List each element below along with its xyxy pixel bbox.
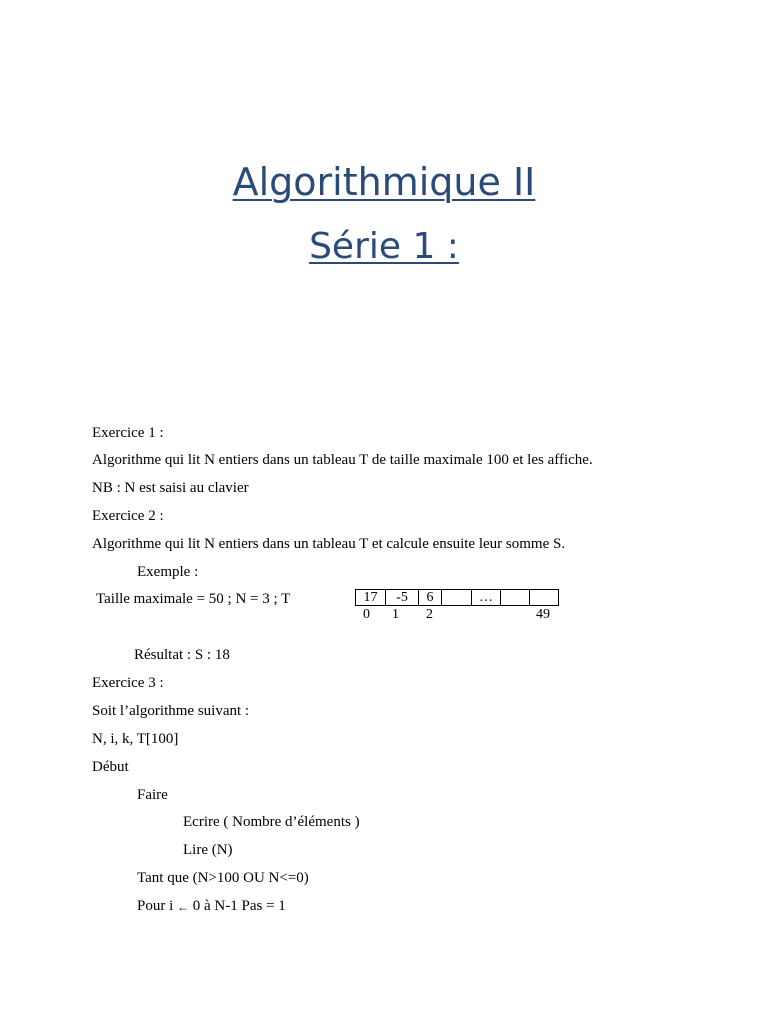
code-pour-range: 0 à N-1 Pas = 1 [192,898,286,914]
example-label: Exemple : [137,564,199,580]
document-subtitle: Série 1 : [309,226,459,267]
code-declarations: N, i, k, T[100] [92,731,179,747]
code-tant-que: Tant que (N>100 OU N<=0) [137,870,309,886]
code-ecrire: Ecrire ( Nombre d’éléments ) [183,814,360,830]
array-cell: 6 [419,590,442,606]
code-lire: Lire (N) [183,842,233,858]
exercise-2-description: Algorithme qui lit N entiers dans un tableau T et calcule ensuite leur somme S. [92,536,566,552]
example-parameters: Taille maximale = 50 ; N = 3 ; T [96,591,291,607]
code-pour-start: Pour i [137,898,174,914]
array-index: 0 [363,607,370,622]
exercise-3-intro: Soit l’algorithme suivant : [92,703,250,719]
array-index: 1 [392,607,399,622]
array-cell [530,590,559,606]
code-pour [137,897,286,915]
array-cell: -5 [386,590,419,606]
array-index: 49 [536,607,550,622]
exercise-1-note: NB : N est saisi au clavier [92,480,249,496]
exercise-1-heading: Exercice 1 : [92,425,164,441]
array-cell: … [472,590,501,606]
exercise-2-heading: Exercice 2 : [92,508,164,524]
array-cell [501,590,530,606]
array-index: 2 [426,607,433,622]
exercise-3-heading: Exercice 3 : [92,675,164,691]
array-cell [442,590,472,606]
code-debut: Début [92,759,129,775]
array-cell: 17 [356,590,386,606]
code-faire: Faire [137,787,168,803]
exercise-1-description: Algorithme qui lit N entiers dans un tableau T de taille maximale 100 et les affiche. [92,452,593,468]
document-title: Algorithmique II [232,160,536,204]
assign-arrow-icon: ← [177,900,190,914]
example-result: Résultat : S : 18 [134,647,230,663]
example-array [355,589,559,606]
